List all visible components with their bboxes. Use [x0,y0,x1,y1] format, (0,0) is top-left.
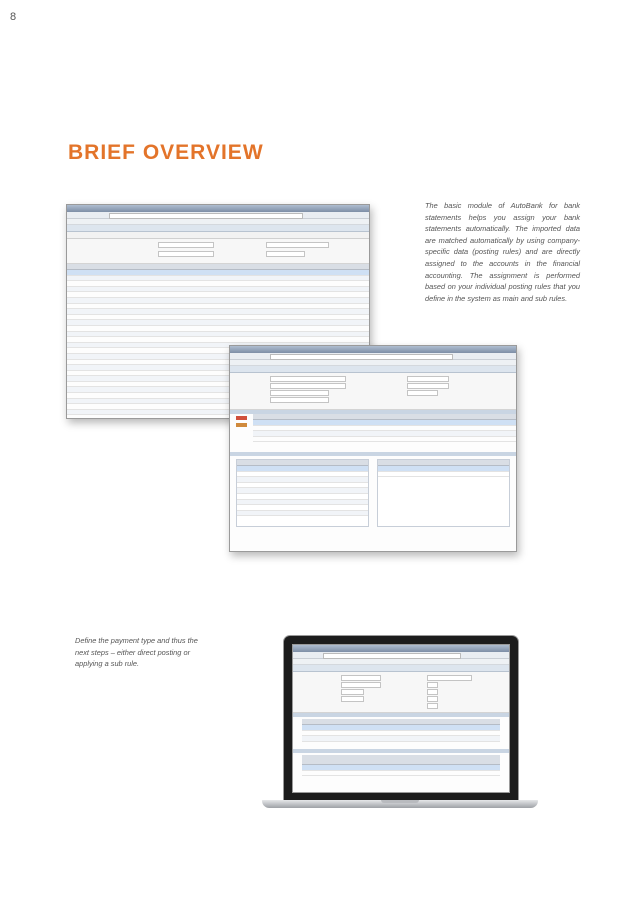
section-heading: BRIEF OVERVIEW [68,141,264,164]
payment-type-form [293,672,509,713]
page-number: 8 [10,11,17,23]
laptop-notch [381,800,419,803]
toolbar [67,232,369,239]
address-bar [67,212,369,219]
window-titlebar [67,205,369,212]
tab-bar [230,366,516,373]
screenshot-caption: Define the payment type and thus the next steps – either direct posting or applying a sub rule. [75,636,198,669]
window-titlebar [230,346,516,353]
intro-paragraph: The basic module of AutoBank for bank statements helps you assign your bank statements automatically. The imported data are matched automatically by using company-specific data (posting rules) and are directly assigned to the accounts in the financial accounting. The assignment is performed based on your individual posting rules that you define in the system as main and sub rules. [425,201,580,303]
payment-type-screenshot [292,644,510,793]
laptop-screen [283,635,519,802]
filter-form [67,239,369,264]
assignment-panels [230,456,516,530]
rule-form [230,373,516,410]
address-bar [230,353,516,360]
sub-rule-grid [293,753,509,778]
tab-bar [67,225,369,232]
posting-grid [293,717,509,749]
sub-rule-grid [230,414,516,452]
laptop-display [292,644,510,793]
posting-rule-screenshot [229,345,517,552]
